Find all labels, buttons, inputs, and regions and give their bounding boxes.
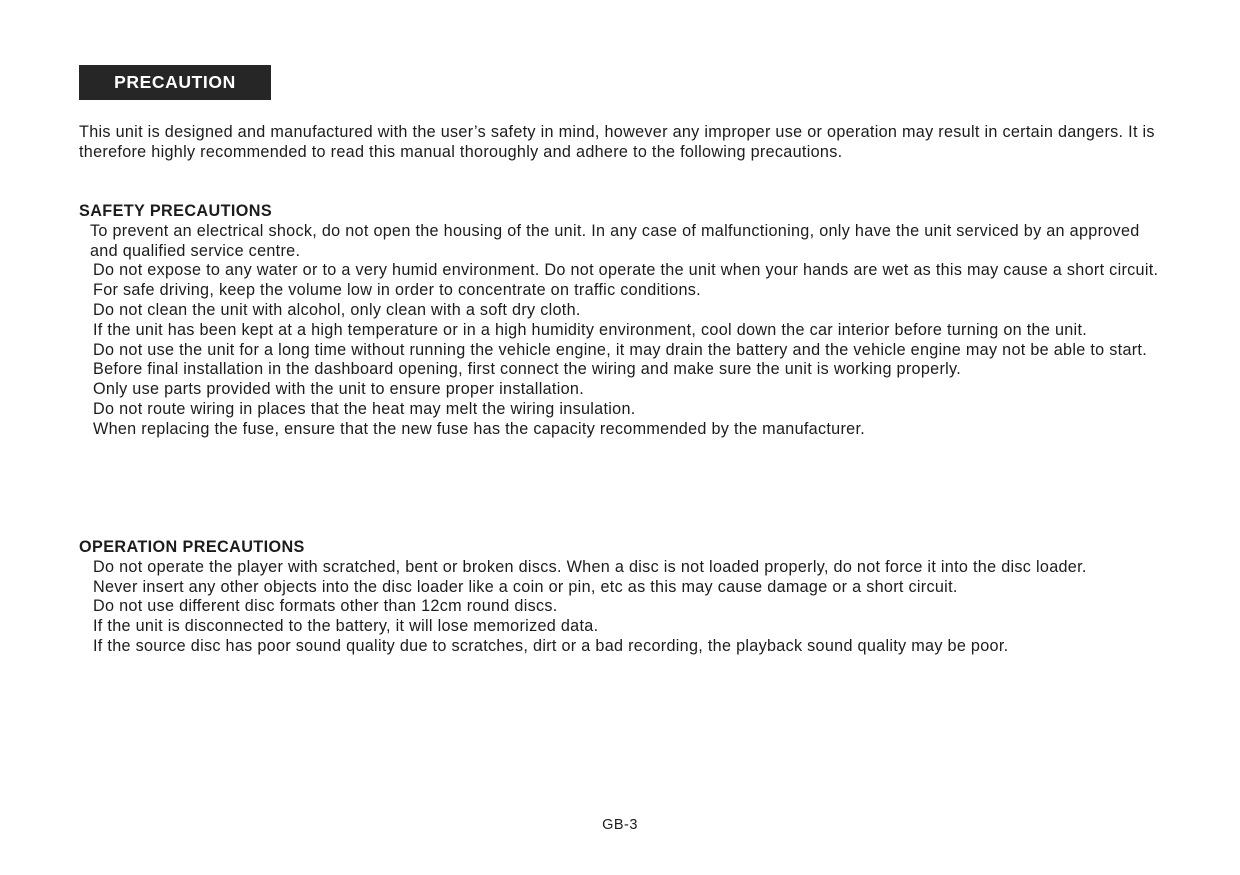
list-item: Do not expose to any water or to a very humid environment. Do not operate the unit when your hands are wet as this may cause a short circuit. — [93, 261, 1159, 280]
list-item: If the unit is disconnected to the battery, it will lose memorized data. — [93, 617, 599, 636]
page-title — [79, 65, 271, 100]
list-item: When replacing the fuse, ensure that the new fuse has the capacity recommended by the manufacturer. — [93, 419, 866, 438]
list-item: If the source disc has poor sound quality due to scratches, dirt or a bad recording, the playback sound quality may be poor. — [93, 636, 1009, 655]
operation-precautions-list — [79, 558, 1189, 657]
safety-precautions-heading: SAFETY PRECAUTIONS — [79, 202, 273, 220]
list-item: Do not route wiring in places that the heat may melt the wiring insulation. — [93, 399, 636, 418]
list-item: Do not use the unit for a long time without running the vehicle engine, it may drain the battery and the vehicle engine may not be able to start. — [93, 340, 1148, 359]
operation-precautions-heading: OPERATION PRECAUTIONS — [79, 538, 305, 556]
list-item: Never insert any other objects into the disc loader like a coin or pin, etc as this may cause damage or a short circuit. — [93, 577, 958, 596]
safety-precautions-section — [79, 202, 1189, 440]
list-item: For safe driving, keep the volume low in order to concentrate on traffic conditions. — [93, 281, 701, 300]
list-item: Do not use different disc formats other than 12cm round discs. — [93, 597, 558, 616]
page-title-text: PRECAUTION — [114, 72, 236, 92]
safety-precautions-list — [79, 222, 1189, 440]
list-item: To prevent an electrical shock, do not open the housing of the unit. In any case of malfunctioning, only have the unit serviced by an approved and qualified service centre. — [90, 221, 1140, 260]
list-item: Do not operate the player with scratched, bent or broken discs. When a disc is not loaded properly, do not force it into the disc loader. — [93, 557, 1087, 576]
intro-paragraph: This unit is designed and manufactured with the user’s safety in mind, however any improper use or operation may result in certain dangers. It is therefore highly recommended to read this manual thoroughly and adhere to the following precautions. — [79, 123, 1155, 161]
list-item: If the unit has been kept at a high temperature or in a high humidity environment, cool down the car interior before turning on the unit. — [93, 320, 1088, 339]
list-item: Only use parts provided with the unit to ensure proper installation. — [93, 380, 584, 399]
list-item: Before final installation in the dashboard opening, first connect the wiring and make sure the unit is working properly. — [93, 360, 962, 379]
page-number: GB-3 — [602, 817, 638, 833]
list-item: Do not clean the unit with alcohol, only clean with a soft dry cloth. — [93, 300, 581, 319]
operation-precautions-section — [79, 538, 1189, 657]
